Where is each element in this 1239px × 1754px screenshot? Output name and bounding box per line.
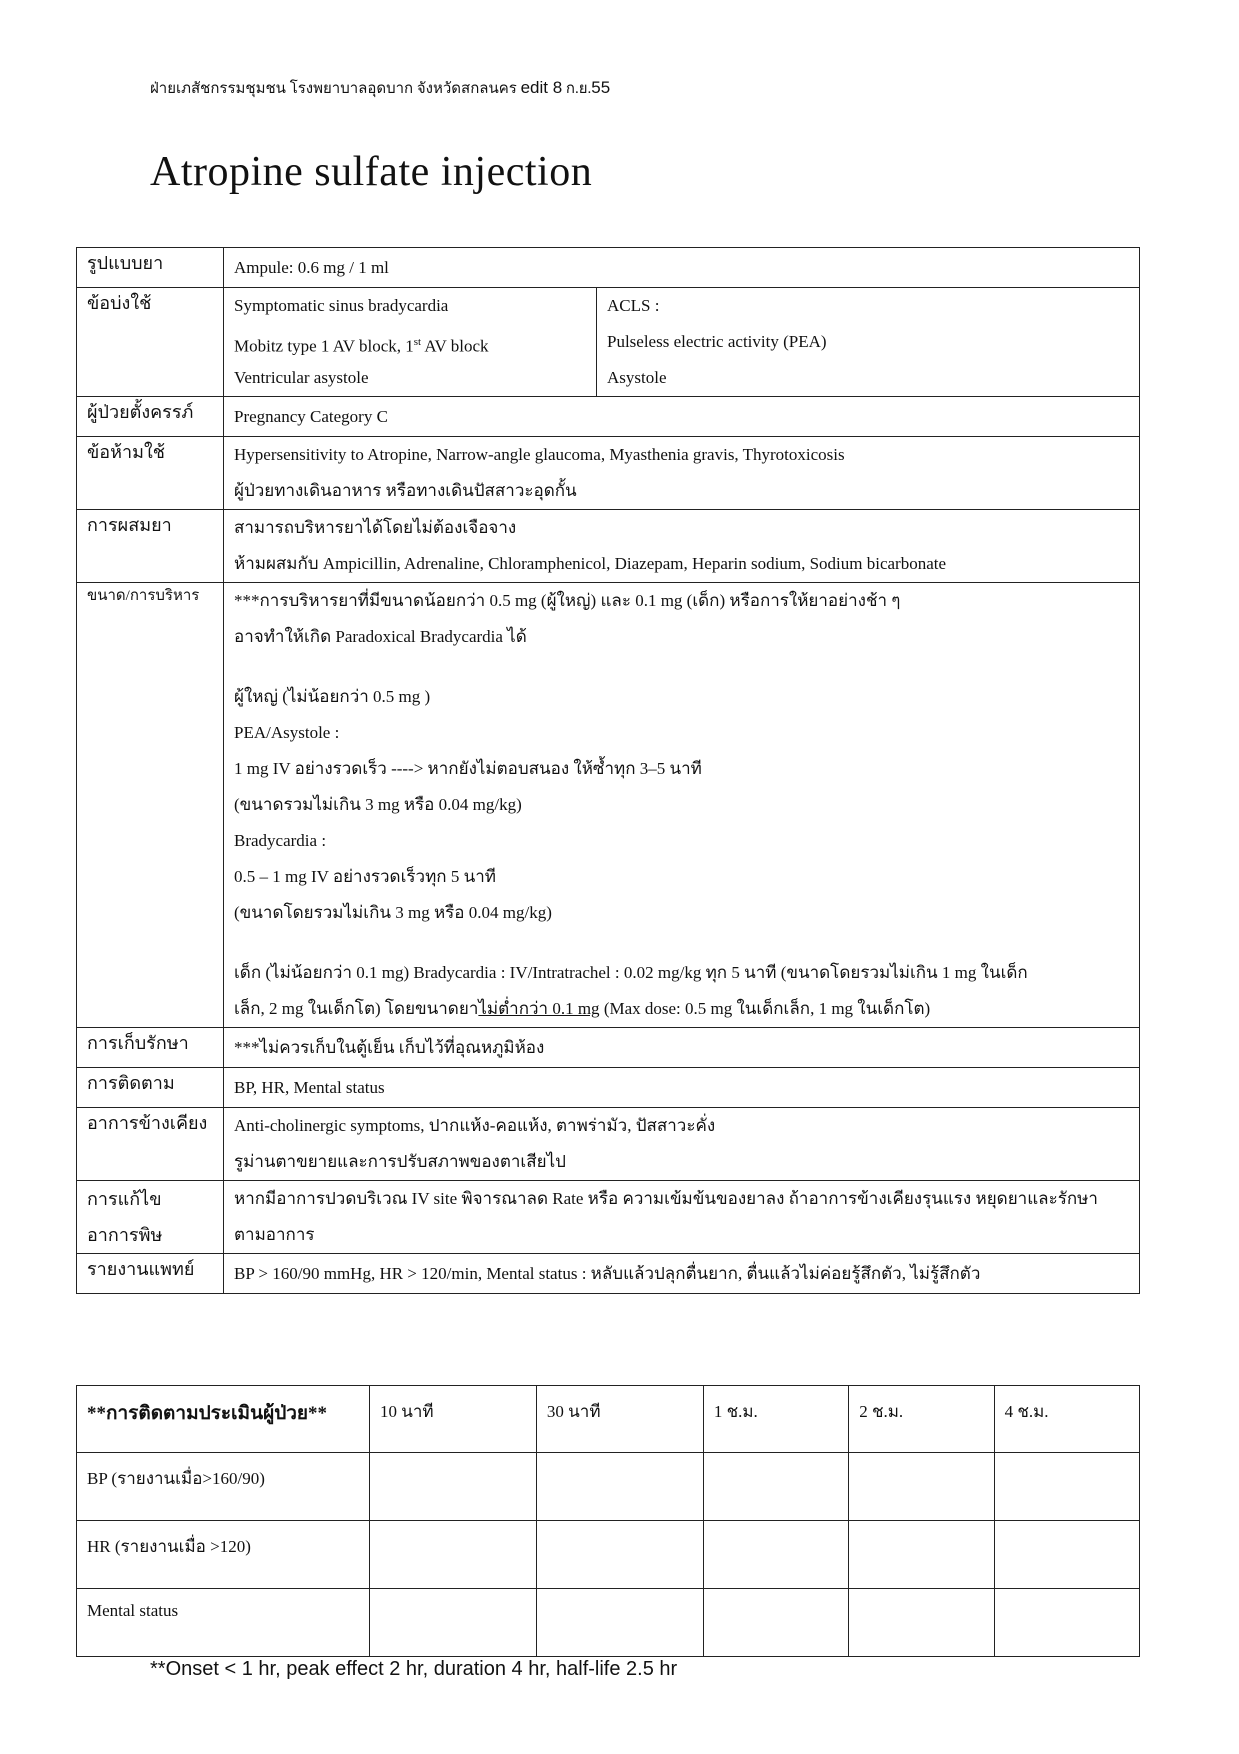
pea-max: (ขนาดรวมไม่เกิน 3 mg หรือ 0.04 mg/kg)	[234, 795, 522, 814]
time-col: 4 ช.ม.	[994, 1386, 1139, 1453]
entry-cell[interactable]	[994, 1521, 1139, 1589]
monitoring-row-label: Mental status	[77, 1589, 370, 1657]
brady-heading: Bradycardia :	[234, 831, 327, 850]
pregnancy-label: ผู้ป่วยตั้งครรภ์	[77, 397, 224, 437]
toxicity-line: ตามอาการ	[234, 1225, 315, 1244]
mixing-line: สามารถบริหารยาได้โดยไม่ต้องเจือจาง	[234, 518, 517, 537]
monitor-value: BP, HR, Mental status	[234, 1078, 385, 1097]
toxicity-line: หากมีอาการปวดบริเวณ IV site พิจารณาลด Rate หรือ ความเข้มข้นของยาลง ถ้าอาการข้างเคียงรุนแรง หยุดยาและรักษา	[234, 1189, 1098, 1208]
row-side-effects	[77, 1108, 1140, 1181]
footer-note: **Onset < 1 hr, peak effect 2 hr, duration 4 hr, half-life 2.5 hr	[150, 1658, 678, 1680]
indication-item: Mobitz type 1 AV block, 1st AV block	[234, 336, 489, 356]
entry-cell[interactable]	[849, 1589, 994, 1657]
entry-cell[interactable]	[994, 1453, 1139, 1521]
row-monitor	[77, 1068, 1140, 1108]
entry-cell[interactable]	[536, 1521, 703, 1589]
child-dose: เด็ก (ไม่น้อยกว่า 0.1 mg) Bradycardia : IV/Intratrachel : 0.02 mg/kg ทุก 5 นาที (ขนาดโดยรวมไม่เกิน 1 mg ในเด็ก	[234, 963, 1028, 982]
pea-dose: 1 mg IV อย่างรวดเร็ว ----> หากยังไม่ตอบสนอง ให้ซ้ำทุก 3–5 นาที	[234, 759, 702, 778]
row-report	[77, 1254, 1140, 1294]
row-pregnancy	[77, 397, 1140, 437]
edit-month: ก.ย.	[562, 81, 592, 97]
monitoring-row-label: HR (รายงานเมื่อ >120)	[77, 1521, 370, 1589]
row-mixing	[77, 510, 1140, 583]
side-effects-line: รูม่านตาขยายและการปรับสภาพของตาเสียไป	[234, 1152, 566, 1171]
side-effects-label: อาการข้างเคียง	[77, 1108, 224, 1181]
monitoring-row	[77, 1589, 1140, 1657]
time-col: 1 ช.ม.	[703, 1386, 848, 1453]
form-value: Ampule: 0.6 mg / 1 ml	[234, 258, 389, 277]
entry-cell[interactable]	[703, 1521, 848, 1589]
row-toxicity	[77, 1181, 1140, 1254]
monitoring-table	[76, 1385, 1140, 1657]
entry-cell[interactable]	[849, 1521, 994, 1589]
time-col: 10 นาที	[370, 1386, 537, 1453]
contraindication-line: Hypersensitivity to Atropine, Narrow-angle glaucoma, Myasthenia gravis, Thyrotoxicosis	[234, 445, 845, 464]
indication-label: ข้อบ่งใช้	[77, 288, 224, 397]
brady-max: (ขนาดโดยรวมไม่เกิน 3 mg หรือ 0.04 mg/kg)	[234, 903, 552, 922]
form-label: รูปแบบยา	[77, 248, 224, 288]
contraindication-line: ผู้ป่วยทางเดินอาหาร หรือทางเดินปัสสาวะอุดกั้น	[234, 481, 577, 500]
drug-info-table	[76, 247, 1140, 1294]
dosing-warning: อาจทำให้เกิด Paradoxical Bradycardia ได้	[234, 627, 527, 646]
entry-cell[interactable]	[849, 1453, 994, 1521]
entry-cell[interactable]	[536, 1589, 703, 1657]
storage-label: การเก็บรักษา	[77, 1028, 224, 1068]
row-form	[77, 248, 1140, 288]
entry-cell[interactable]	[703, 1453, 848, 1521]
pea-heading: PEA/Asystole :	[234, 723, 340, 742]
toxicity-label: การแก้ไข	[87, 1189, 162, 1209]
indication-item: Symptomatic sinus bradycardia	[234, 296, 449, 315]
row-dosing	[77, 583, 1140, 1028]
report-label: รายงานแพทย์	[77, 1254, 224, 1294]
edit-year: 55	[591, 78, 611, 97]
entry-cell[interactable]	[370, 1521, 537, 1589]
time-col: 30 นาที	[536, 1386, 703, 1453]
mixing-label: การผสมยา	[77, 510, 224, 583]
mixing-line: ห้ามผสมกับ Ampicillin, Adrenaline, Chloramphenicol, Diazepam, Heparin sodium, Sodium bicarbonate	[234, 554, 947, 573]
org-name: ฝ่ายเภสัชกรรมชุมชน โรงพยาบาลอุดบาก จังหวัดสกลนคร	[150, 81, 517, 97]
entry-cell[interactable]	[536, 1453, 703, 1521]
side-effects-line: Anti-cholinergic symptoms, ปากแห้ง-คอแห้ง, ตาพร่ามัว, ปัสสาวะคั่ง	[234, 1116, 716, 1135]
row-contraindication	[77, 437, 1140, 510]
storage-value: ***ไม่ควรเก็บในตู้เย็น เก็บไว้ที่อุณหภูมิห้อง	[234, 1038, 545, 1057]
report-value: BP > 160/90 mmHg, HR > 120/min, Mental status : หลับแล้วปลุกตื่นยาก, ตื่นแล้วไม่ค่อยรู้สึกตัว, ไม่รู้สึกตัว	[234, 1264, 981, 1283]
page-title: Atropine sulfate injection	[150, 149, 593, 195]
entry-cell[interactable]	[703, 1589, 848, 1657]
monitoring-row	[77, 1453, 1140, 1521]
row-indication	[77, 288, 1140, 397]
brady-dose: 0.5 – 1 mg IV อย่างรวดเร็วทุก 5 นาที	[234, 867, 496, 886]
entry-cell[interactable]	[370, 1589, 537, 1657]
edit-label: edit 8	[520, 78, 563, 97]
adult-heading: ผู้ใหญ่ (ไม่น้อยกว่า 0.5 mg )	[234, 687, 431, 706]
contraindication-label: ข้อห้ามใช้	[77, 437, 224, 510]
acls-item: Asystole	[607, 368, 667, 387]
pregnancy-value: Pregnancy Category C	[234, 407, 388, 426]
monitoring-header: **การติดตามประเมินผู้ป่วย**	[77, 1386, 370, 1453]
monitoring-row-label: BP (รายงานเมื่อ>160/90)	[77, 1453, 370, 1521]
entry-cell[interactable]	[994, 1589, 1139, 1657]
toxicity-label: อาการพิษ	[87, 1225, 163, 1245]
dosing-label: ขนาด/การบริหาร	[77, 583, 224, 1028]
acls-item: Pulseless electric activity (PEA)	[607, 332, 827, 351]
page-header	[150, 76, 610, 100]
child-dose: เล็ก, 2 mg ในเด็กโต) โดยขนาดยาไม่ต่ำกว่า 0.1 mg (Max dose: 0.5 mg ในเด็กเล็ก, 1 mg ในเด็กโต)	[234, 999, 931, 1018]
row-storage	[77, 1028, 1140, 1068]
monitor-label: การติดตาม	[77, 1068, 224, 1108]
indication-item: Ventricular asystole	[234, 368, 369, 387]
dosing-warning: ***การบริหารยาที่มีขนาดน้อยกว่า 0.5 mg (ผู้ใหญ่) และ 0.1 mg (เด็ก) หรือการให้ยาอย่างช้า ๆ	[234, 591, 901, 610]
monitoring-row	[77, 1521, 1140, 1589]
acls-label: ACLS :	[607, 296, 660, 315]
time-col: 2 ช.ม.	[849, 1386, 994, 1453]
entry-cell[interactable]	[370, 1453, 537, 1521]
monitoring-header-row	[77, 1386, 1140, 1453]
